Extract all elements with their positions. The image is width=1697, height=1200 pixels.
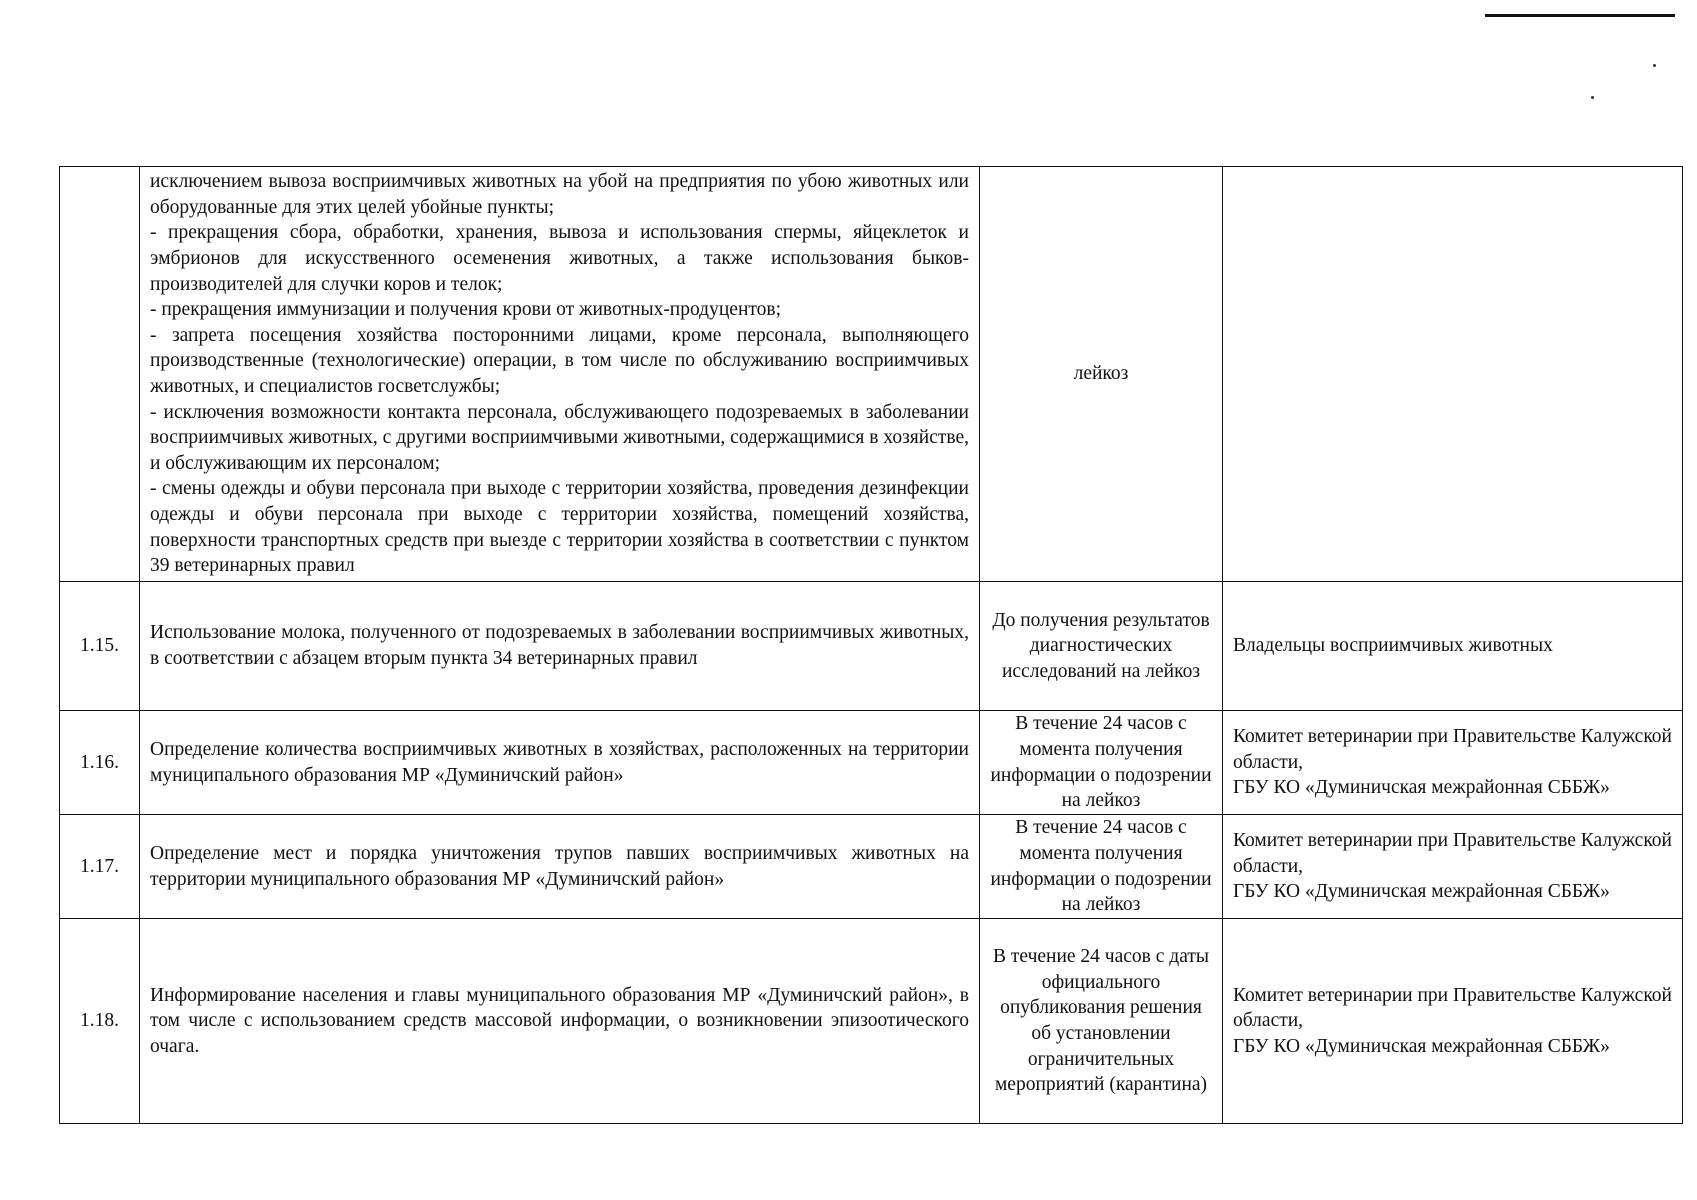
deadline-text: лейкоз bbox=[980, 167, 1223, 582]
responsible-text bbox=[1223, 167, 1683, 582]
measures-table bbox=[59, 166, 1683, 1124]
responsible-text bbox=[1223, 711, 1683, 815]
text-line: Информирование населения и главы муниципального образования МР «Думиничский район», в том числе с использованием средств массовой информации, о возникновении эпизоотического очага. bbox=[150, 984, 969, 1057]
text-line: исключением вывоза восприимчивых животных на убой на предприятия по убою животных или оборудованные для этих целей убойные пункты; bbox=[150, 171, 969, 218]
measure-text bbox=[140, 582, 980, 711]
responsible-text bbox=[1223, 815, 1683, 919]
text-line: - запрета посещения хозяйства посторонними лицами, кроме персонала, выполняющего производственные (технологические) операции, в том числе по обслуживанию восприимчивых животных, и специалистов госветслужбы; bbox=[150, 324, 969, 397]
measure-text bbox=[140, 167, 980, 582]
text-line: Определение количества восприимчивых животных в хозяйствах, расположенных на территории муниципального образования МР «Думиничский район» bbox=[150, 738, 969, 786]
text-line: ГБУ КО «Думиничская межрайонная СББЖ» bbox=[1233, 777, 1610, 799]
row-number: 1.16. bbox=[60, 711, 140, 815]
scan-speck bbox=[1591, 96, 1594, 99]
text-line: - прекращения иммунизации и получения крови от животных-продуцентов; bbox=[150, 299, 782, 321]
text-line: ГБУ КО «Думиничская межрайонная СББЖ» bbox=[1233, 1035, 1610, 1057]
text-line: - прекращения сбора, обработки, хранения, вывоза и использования спермы, яйцеклеток и эмбрионов для искусственного осеменения животных, а также использования быков-производителей для случки коров и телок; bbox=[150, 222, 969, 295]
text-line: - смены одежды и обуви персонала при выходе с территории хозяйства, проведения дезинфекции одежды и обуви персонала при выходе с территории хозяйства, помещений хозяйства, поверхности транспортных средств при выезде с территории хозяйства в соответствии с пунктом 39 ветеринарных правил bbox=[150, 478, 969, 577]
table-row bbox=[60, 582, 1683, 711]
measure-text bbox=[140, 919, 980, 1124]
text-line: Владельцы восприимчивых животных bbox=[1233, 635, 1553, 657]
row-number bbox=[60, 167, 140, 582]
table-row bbox=[60, 919, 1683, 1124]
text-line: Комитет ветеринарии при Правительстве Калужской области, bbox=[1233, 984, 1672, 1032]
table-row bbox=[60, 167, 1683, 582]
text-line: - исключения возможности контакта персонала, обслуживающего подозреваемых в заболевании восприимчивых животных, с другими восприимчивыми животными, содержащимися в хозяйстве, и обслуживающим их персоналом; bbox=[150, 401, 969, 474]
measure-text bbox=[140, 815, 980, 919]
row-number: 1.18. bbox=[60, 919, 140, 1124]
responsible-text bbox=[1223, 919, 1683, 1124]
text-line: Использование молока, полученного от подозреваемых в заболевании восприимчивых животных, в соответствии с абзацем вторым пункта 34 ветеринарных правил bbox=[150, 622, 969, 669]
text-line: ГБУ КО «Думиничская межрайонная СББЖ» bbox=[1233, 881, 1610, 903]
text-line: Определение мест и порядка уничтожения трупов павших восприимчивых животных на территории муниципального образования МР «Думиничский район» bbox=[150, 842, 969, 890]
table-row bbox=[60, 711, 1683, 815]
table-row bbox=[60, 815, 1683, 919]
responsible-text bbox=[1223, 582, 1683, 711]
text-line: Комитет ветеринарии при Правительстве Калужской области, bbox=[1233, 726, 1672, 773]
row-number: 1.15. bbox=[60, 582, 140, 711]
deadline-text: В течение 24 часов с даты официального опубликования решения об установлении ограничительных мероприятий (карантина) bbox=[980, 919, 1223, 1124]
text-line: Комитет ветеринарии при Правительстве Калужской области, bbox=[1233, 830, 1672, 877]
scan-speck bbox=[1653, 64, 1656, 67]
measure-text bbox=[140, 711, 980, 815]
deadline-text: До получения результатов диагностических исследований на лейкоз bbox=[980, 582, 1223, 711]
header-rule bbox=[1485, 14, 1675, 17]
deadline-text: В течение 24 часов с момента получения информации о подозрении на лейкоз bbox=[980, 815, 1223, 919]
row-number: 1.17. bbox=[60, 815, 140, 919]
deadline-text: В течение 24 часов с момента получения информации о подозрении на лейкоз bbox=[980, 711, 1223, 815]
